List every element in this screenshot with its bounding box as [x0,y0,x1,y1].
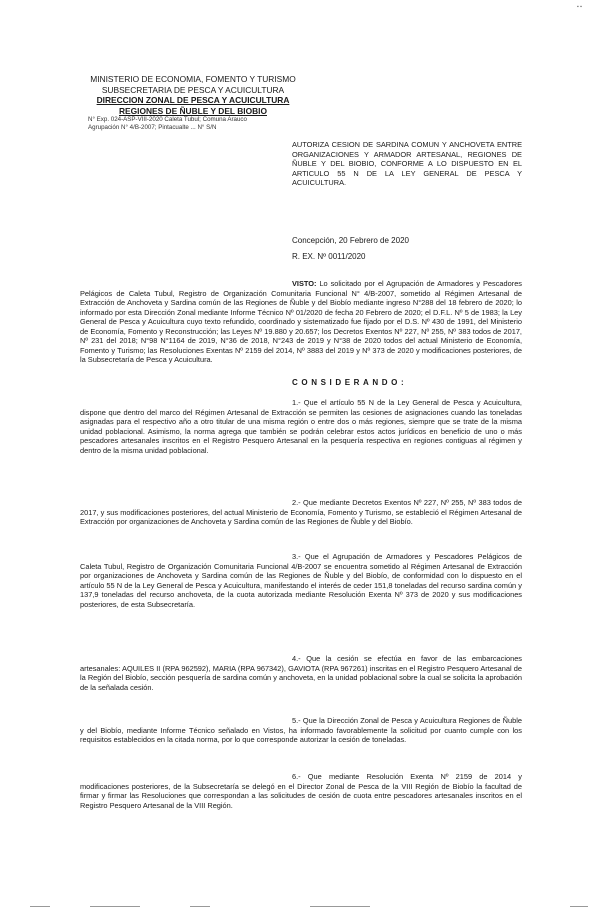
reference-line-1: N° Exp. 024-ASP-VIII-2020 Caleta Tubul; Comuna Arauco [88,116,247,124]
ministry-line: MINISTERIO DE ECONOMIA, FOMENTO Y TURISMO [90,74,296,84]
resolution-date: Concepción, 20 Febrero de 2020 [292,236,409,245]
considerando-paragraph-4: 4.- Que la cesión se efectúa en favor de las embarcaciones artesanales: AQUILES II (RPA 962592), MARIA (RPA 967342), GAVIOTA (RPA 967261) inscritas en el Registro Pesquero Artesanal de la Región del Biobío, sección pesquería de sardina común y anchoveta, en la unidad poblacional sobre la cual se solicita la aprobación de la señalada cesión. [80,654,522,692]
considerando-paragraph-5: 5.- Que la Dirección Zonal de Pesca y Acuicultura Regiones de Ñuble y del Biobío, mediante Informe Técnico señalado en Vistos, ha informado favorablemente la solicitud por cuanto cumple con los requisitos establecidos en la citada norma, por lo que corresponde autorizar la cesión de toneladas. [80,716,522,744]
considerando-heading: CONSIDERANDO: [292,378,408,387]
direccion-zonal-line: DIRECCION ZONAL DE PESCA Y ACUICULTURA [96,95,290,106]
considerando-paragraph-2: 2.- Que mediante Decretos Exentos Nº 227, Nº 255, Nº 383 todos de 2017, y sus modificaciones posteriores, del actual Ministerio de Economía, Fomento y Turismo, se estableció el Régimen Artesanal de Extracción por organizaciones de Anchoveta y Sardina común de las Regiones de Ñuble y del Biobío. [80,498,522,526]
visto-text: Lo solicitado por el Agrupación de Armadores y Pescadores Pelágicos de Caleta Tubul, Registro de Organización Comunitaria Funcional N° 4/B-2007, sometido al Régimen Artesanal de Extracción de Anchoveta y Sardina común de las Regiones de Ñuble y del Biobío mediante ingreso N°288 del 18 febrero de 2020; lo informado por esta Dirección Zonal mediante Informe Técnico Nº 01/2020 de fecha 20 Febrero de 2020; el D.F.L. Nº 5 de 1983; la Ley General de Pesca y Acuicultura cuyo texto refundido, coordinado y sistematizado fue fijado por el D.S. Nº 430 de 1991, del Ministerio de Economía, Fomento y Reconstrucción; las Leyes Nº 19.880 y 20.657; los Decretos Exentos Nº 227, Nº 255, Nº 383 todos de 2017, Nº 231 del 2018; N°98 N°1164 de 2019, N°36 de 2018, N°243 de 2019 y N°38 de 2020 todos del actual Ministerio de Economía, Fomento y Turismo; las Resoluciones Exentas Nº 2159 del 2014, Nº 3883 del 2019 y Nº 373 de 2020 y modificaciones posteriores, de la Subsecretaría de Pesca y Acuicultura. [80,279,522,364]
visto-label: VISTO: [292,279,317,288]
visto-paragraph [80,279,522,365]
resolution-subject: AUTORIZA CESION DE SARDINA COMUN Y ANCHOVETA ENTRE ORGANIZACIONES Y ARMADOR ARTESANAL, REGIONES DE ÑUBLE Y DEL BIOBIO, CONFORME A LO DISPUESTO EN EL ARTICULO 55 N DE LA LEY GENERAL DE PESCA Y ACUICULTURA. [292,140,522,188]
considerando-paragraph-1: 1.- Que el artículo 55 N de la Ley General de Pesca y Acuicultura, dispone que dentro del marco del Régimen Artesanal de Extracción se permiten las cesiones de asignaciones cuando las toneladas asignadas para el respectivo año a otro titular de una misma región o entre dos o más regiones, siempre que se trate de la misma unidad poblacional. Asimismo, la norma agrega que también se podrán celebrar estos actos jurídicos en beneficio de uno o más pescadores artesanales inscritos en el Registro Pesquero Artesanal en la pesquería respectiva en regiones contiguas al régimen y dentro de la misma unidad poblacional. [80,398,522,455]
corner-mark: ▪ ▪ [577,4,582,10]
resolution-number: R. EX. Nº 0011/2020 [292,252,366,261]
subsecretaria-line: SUBSECRETARIA DE PESCA Y ACUICULTURA [101,84,285,95]
considerando-paragraph-6: 6.- Que mediante Resolución Exenta Nº 2159 de 2014 y modificaciones posteriores, de la Subsecretaría se delegó en el Director Zonal de Pesca de la VIII Región de Biobío la facultad de firmar y firmar las Resoluciones que correspondan a las solicitudes de cesión de cuota entre pescadores artesanales inscritos en el Registro Pesquero Artesanal de la VIII Región. [80,772,522,810]
regiones-line: REGIONES DE ÑUBLE Y DEL BIOBIO [119,105,267,116]
considerando-paragraph-3: 3.- Que el Agrupación de Armadores y Pescadores Pelágicos de Caleta Tubul, Registro de Organización Comunitaria Funcional 4/B-2007 se encuentra sometido al Régimen Artesanal de Extracción por organizaciones de Anchoveta y Sardina común de las Regiones de Ñuble y del Biobío, de conformidad con lo dispuesto en el artículo 55 N de la Ley General de Pesca y Acuicultura, manifestando el interés de ceder 151,8 toneladas del recurso sardina común y 137,9 toneladas del recurso anchoveta, de la cuota autorizada mediante Resolución Exenta Nº 373 de 2020 y sus modificaciones posteriores, de esta Subsecretaría. [80,552,522,609]
footer-marks [30,902,590,912]
letterhead [88,74,298,132]
reference-line-2: Agrupación N° 4/B-2007; Pintacualte ... N° S/N [88,124,217,132]
